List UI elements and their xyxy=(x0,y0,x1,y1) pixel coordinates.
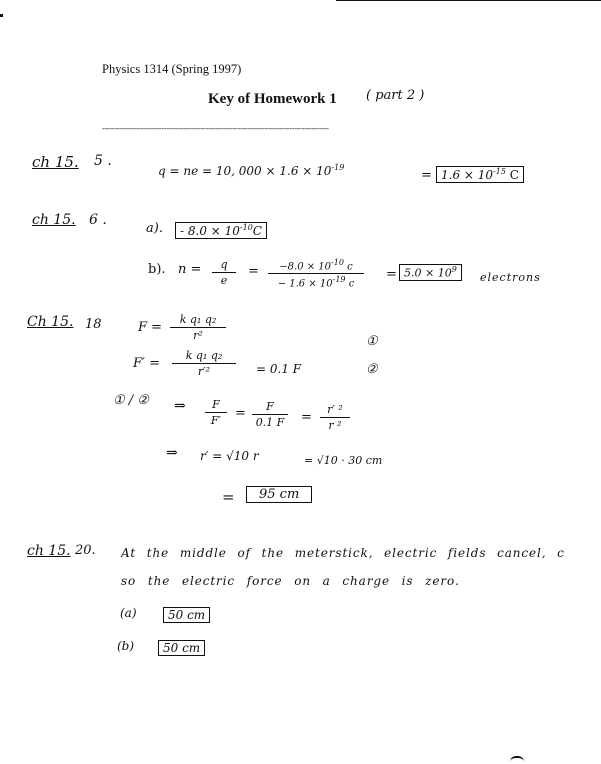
ratio-eq-2: = xyxy=(301,410,312,425)
problem-5-number: 5 . xyxy=(94,153,112,169)
problem-6b-num2-value: −8.0 × 10 xyxy=(279,261,332,273)
dashed-rule: -------------------------------------------------------------------------------------------- xyxy=(102,124,329,133)
coulomb2-den: r′² xyxy=(197,365,211,378)
rprime-expr: r′ = √10 r xyxy=(200,449,259,463)
problem-6a-label: a). xyxy=(146,221,163,236)
ratio-den-3: r ² xyxy=(328,419,342,432)
problem-6b-num: q xyxy=(220,258,228,271)
problem-6a-answer xyxy=(175,222,267,239)
problem-20-line-1: At the middle of the meterstick, electric fields cancel, c xyxy=(121,546,565,560)
problem-6b-label: b). xyxy=(148,262,166,277)
course-line: Physics 1314 (Spring 1997) xyxy=(102,62,242,76)
fraction-bar xyxy=(205,412,227,413)
problem-6a-value: - 8.0 × 10 xyxy=(180,224,240,238)
ratio-num-3: r′ ² xyxy=(327,403,343,416)
problem-6b-den2-value: − 1.6 × 10 xyxy=(277,278,333,290)
problem-20a-answer: 50 cm xyxy=(163,607,210,623)
scan-edge-line xyxy=(336,0,601,1)
marker-1: ① xyxy=(366,334,378,349)
problem-6a-exp: -10 xyxy=(239,223,253,232)
problem-6-label: ch 15. xyxy=(32,212,76,228)
problem-20a-label: (a) xyxy=(120,606,137,620)
implies-arrow-1: ⇒ xyxy=(174,398,186,414)
marker-2: ② xyxy=(366,362,378,377)
problem-6b-num2 xyxy=(279,258,352,272)
implies-arrow-2: ⇒ xyxy=(166,445,178,461)
coulomb-fraction xyxy=(170,313,226,342)
ratio-fraction-3 xyxy=(320,403,350,432)
ratio-label: ① / ② xyxy=(113,393,149,408)
ratio-fraction-2 xyxy=(252,400,288,429)
problem-20b-answer: 50 cm xyxy=(158,640,205,656)
ratio-den-2: 0.1 F xyxy=(255,416,285,429)
problem-20-number: 20. xyxy=(75,543,96,558)
problem-5-eq-text: q = ne = 10, 000 × 1.6 × 10 xyxy=(158,164,332,178)
problem-6a-unit: C xyxy=(252,224,262,238)
coulomb-den: r² xyxy=(193,329,203,342)
problem-18-number: 18 xyxy=(85,317,102,332)
problem-6b-unit: electrons xyxy=(480,271,541,284)
problem-6b-answer xyxy=(399,264,462,281)
problem-6b-eq: = xyxy=(248,264,259,279)
ratio-num-2: F xyxy=(266,400,274,413)
problem-5-equation xyxy=(158,163,344,178)
fraction-bar xyxy=(212,272,236,273)
problem-6b-fraction-2 xyxy=(268,258,364,290)
coulomb2-lhs: F′ = xyxy=(133,356,160,371)
problem-6b-answer-exp: 9 xyxy=(451,265,457,274)
scan-mark xyxy=(0,14,3,17)
problem-5-equals: = xyxy=(421,168,432,183)
problem-18-answer: 95 cm xyxy=(246,486,312,503)
problem-6b-num2-exp: -10 xyxy=(331,258,344,267)
problem-6b-den2-unit: c xyxy=(348,278,355,290)
coulomb-lhs: F = xyxy=(138,320,163,335)
fraction-bar xyxy=(252,414,288,415)
problem-6b-n: n = xyxy=(178,262,202,277)
problem-6b-answer-value: 5.0 × 10 xyxy=(404,266,452,280)
problem-5-answer-unit: C xyxy=(509,168,519,182)
ratio-eq-1: = xyxy=(235,406,246,421)
problem-6b-num2-unit: c xyxy=(347,261,353,273)
fraction-bar xyxy=(172,363,236,364)
problem-6b-fraction-1 xyxy=(212,258,236,287)
page-title: Key of Homework 1 xyxy=(208,91,337,107)
fraction-bar xyxy=(170,327,226,328)
fraction-bar xyxy=(320,417,350,418)
problem-5-answer xyxy=(436,166,524,183)
problem-6b-eq2: = xyxy=(386,267,397,282)
coulomb-num: k q₁ q₂ xyxy=(179,313,217,326)
problem-20-label: ch 15. xyxy=(27,543,71,559)
problem-20-line-2: so the electric force on a charge is zero. xyxy=(121,574,460,588)
ratio-den-1: F′ xyxy=(210,414,222,427)
problem-18-label: Ch 15. xyxy=(27,314,74,330)
problem-6-number: 6 . xyxy=(89,212,107,228)
problem-5-eq-exp: -19 xyxy=(331,163,345,172)
ratio-num-1: F xyxy=(212,398,220,411)
problem-5-label: ch 15. xyxy=(32,153,79,171)
part-note: ( part 2 ) xyxy=(366,88,425,103)
final-eq: = xyxy=(222,488,235,506)
coulomb2-rhs: = 0.1 F xyxy=(256,362,302,376)
rprime-value: = √10 · 30 cm xyxy=(304,454,383,467)
problem-6b-den: e xyxy=(220,274,228,287)
coulomb2-fraction xyxy=(172,349,236,378)
ratio-fraction-1 xyxy=(205,398,227,427)
problem-5-answer-exp: -15 xyxy=(493,167,506,176)
coulomb2-num: k q₁ q₂ xyxy=(185,349,223,362)
scan-corner-mark xyxy=(510,756,524,764)
problem-20b-label: (b) xyxy=(117,639,135,653)
fraction-bar xyxy=(268,273,364,274)
problem-6b-den2-exp: -19 xyxy=(332,275,346,285)
problem-5-answer-value: 1.6 × 10 xyxy=(441,168,494,182)
problem-6b-den2 xyxy=(278,275,355,289)
